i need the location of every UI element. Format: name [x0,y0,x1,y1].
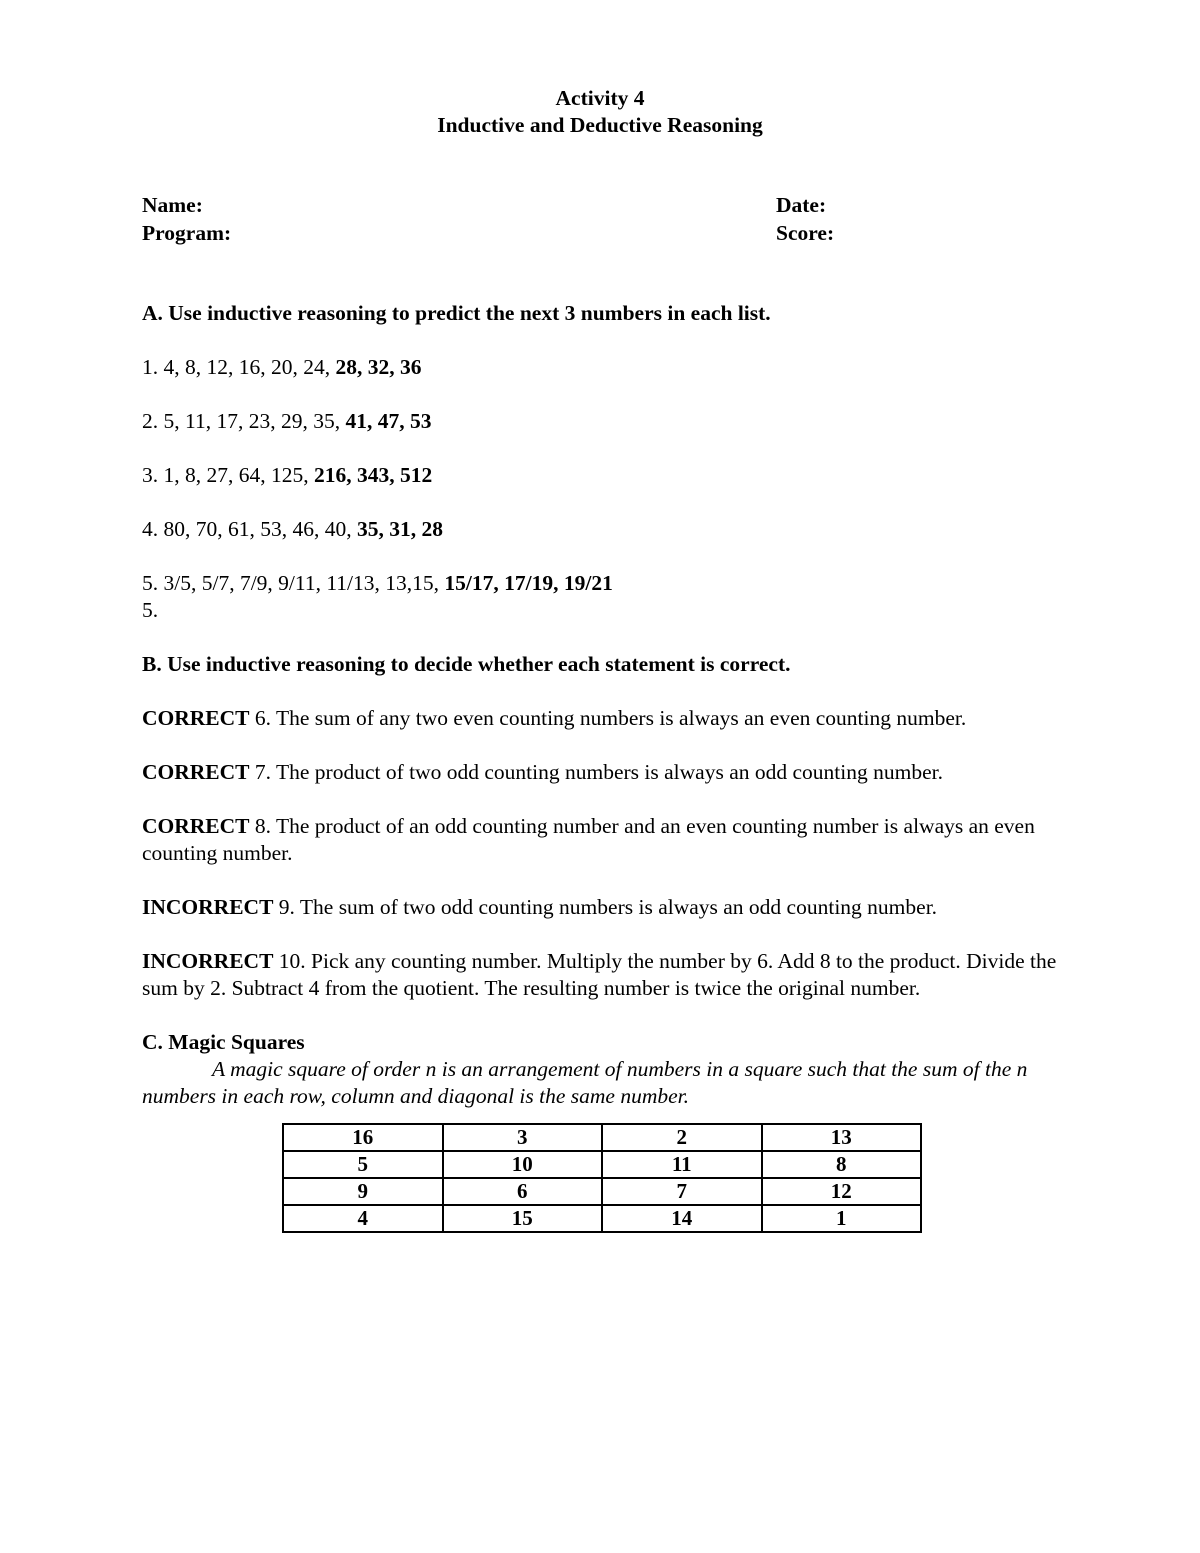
section-c-heading: C. Magic Squares [142,1030,305,1054]
statement-text: 9. The sum of two odd counting numbers is always an odd counting number. [273,895,938,919]
list-item-given: 5. 3/5, 5/7, 7/9, 9/11, 11/13, 13,15, [142,571,445,595]
table-cell: 14 [602,1205,762,1232]
statement-verdict: CORRECT [142,814,250,838]
worksheet-page [142,85,1062,1239]
magic-square-container [142,1123,1062,1239]
table-row [283,1151,921,1178]
section-b-heading: B. Use inductive reasoning to decide whether each statement is correct. [142,652,791,676]
list-item-given: 1. 4, 8, 12, 16, 20, 24, [142,355,336,379]
table-cell: 7 [602,1178,762,1205]
statement-verdict: CORRECT [142,706,250,730]
table-row [283,1124,921,1151]
list-item-given: 4. 80, 70, 61, 53, 46, 40, [142,517,357,541]
table-row [283,1205,921,1232]
program-label: Program: [142,221,232,245]
table-cell: 12 [762,1178,922,1205]
table-cell: 13 [762,1124,922,1151]
score-label: Score: [776,221,835,245]
statement-text: 8. The product of an odd counting number and an even counting number is always an even counting number. [142,814,1035,865]
list-item [142,408,1062,435]
statement-text: 10. Pick any counting number. Multiply the number by 6. Add 8 to the product. Divide the sum by 2. Subtract 4 from the quotient. The resulting number is twice the original number. [142,949,1057,1000]
table-cell: 10 [443,1151,603,1178]
table-cell: 8 [762,1151,922,1178]
magic-square-definition: A magic square of order n is an arrangement of numbers in a square such that the sum of the n numbers in each row, column and diagonal is the same number. [142,1057,1028,1108]
statement-item [142,894,1062,921]
statement-verdict: INCORRECT [142,895,274,919]
activity-subtitle: Inductive and Deductive Reasoning [437,113,763,137]
statement-text: 6. The sum of any two even counting numbers is always an even counting number. [249,706,967,730]
table-cell: 5 [283,1151,443,1178]
list-item-answer: 28, 32, 36 [335,355,422,379]
table-cell: 1 [762,1205,922,1232]
list-item [142,570,1062,597]
list-item-answer: 35, 31, 28 [357,517,443,541]
list-item [142,516,1062,543]
header-fields-row-2 [142,220,1062,248]
table-cell: 15 [443,1205,603,1232]
table-cell: 16 [283,1124,443,1151]
table-cell: 9 [283,1178,443,1205]
statement-verdict: CORRECT [142,760,250,784]
list-item-answer: 41, 47, 53 [345,409,432,433]
activity-title: Activity 4 [555,86,645,110]
table-cell: 6 [443,1178,603,1205]
table-cell: 11 [602,1151,762,1178]
table-row [283,1178,921,1205]
statement-item [142,948,1062,1002]
statement-text: 7. The product of two odd counting numbers is always an odd counting number. [249,760,943,784]
list-item-given: 3. 1, 8, 27, 64, 125, [142,463,314,487]
list-item [142,354,1062,381]
section-a-heading: A. Use inductive reasoning to predict the next 3 numbers in each list. [142,301,771,325]
stray-line: 5. [142,598,159,622]
table-cell: 4 [283,1205,443,1232]
date-label: Date: [776,193,827,217]
list-item-given: 2. 5, 11, 17, 23, 29, 35, [142,409,346,433]
list-item-answer: 15/17, 17/19, 19/21 [444,571,613,595]
statement-verdict: INCORRECT [142,949,274,973]
name-label: Name: [142,193,203,217]
list-item [142,462,1062,489]
statement-item [142,705,1062,732]
header-fields-row-1 [142,192,1062,220]
statement-item [142,759,1062,786]
table-cell: 3 [443,1124,603,1151]
list-item-answer: 216, 343, 512 [314,463,433,487]
magic-square-table [282,1123,922,1233]
table-cell: 2 [602,1124,762,1151]
statement-item [142,813,1062,867]
